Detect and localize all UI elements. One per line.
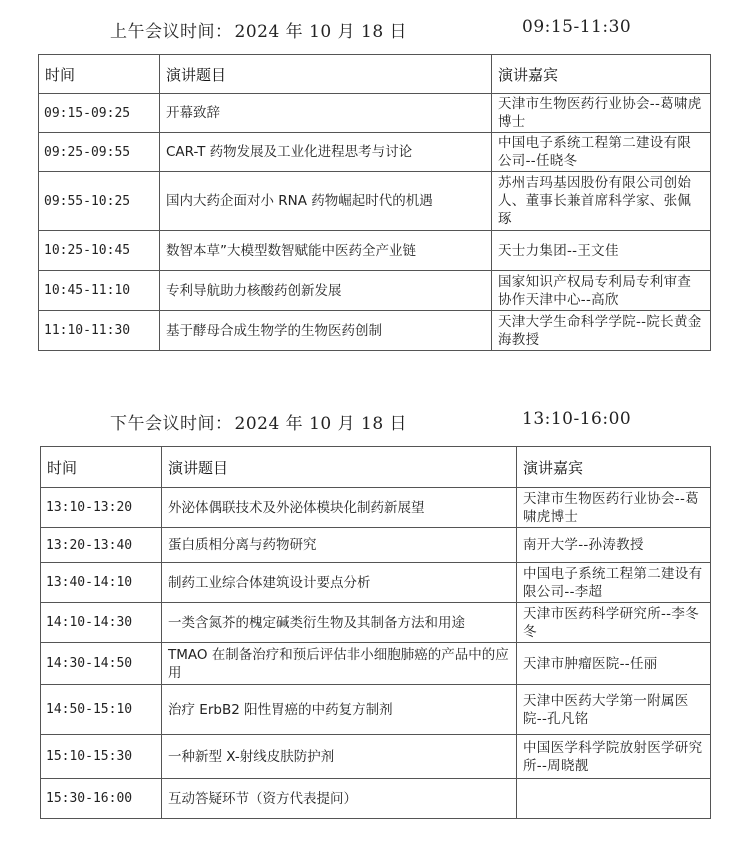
- row-time: 14:30-14:50: [41, 643, 162, 685]
- row-topic: 外泌体偶联技术及外泌体模块化制药新展望: [162, 488, 517, 528]
- row-topic: 互动答疑环节（资方代表提问）: [162, 779, 517, 819]
- morning-schedule-table: [38, 54, 711, 351]
- row-speaker: 南开大学--孙涛教授: [517, 528, 711, 563]
- row-time: 10:45-11:10: [39, 271, 160, 311]
- table-row: [41, 685, 711, 735]
- row-topic: 一种新型 X-射线皮肤防护剂: [162, 735, 517, 779]
- row-topic: 专利导航助力核酸药创新发展: [160, 271, 492, 311]
- row-speaker: 天津市生物医药行业协会--葛啸虎博士: [517, 488, 711, 528]
- row-time: 15:30-16:00: [41, 779, 162, 819]
- morning-header-label-group: [110, 17, 407, 42]
- afternoon-header-label: 下午会议时间：: [110, 414, 233, 434]
- row-topic: 国内大药企面对小 RNA 药物崛起时代的机遇: [160, 172, 492, 231]
- table-row: [39, 311, 711, 351]
- row-time: 13:20-13:40: [41, 528, 162, 563]
- table-row: [41, 603, 711, 643]
- row-speaker: 天津中医药大学第一附属医院--孔凡铭: [517, 685, 711, 735]
- table-row: [39, 271, 711, 311]
- row-topic: 治疗 ErbB2 阳性胃癌的中药复方制剂: [162, 685, 517, 735]
- row-speaker: 天津市医药科学研究所--李冬冬: [517, 603, 711, 643]
- row-speaker: 苏州吉玛基因股份有限公司创始人、董事长兼首席科学家、张佩琢: [492, 172, 711, 231]
- table-row: [41, 528, 711, 563]
- row-time: 14:50-15:10: [41, 685, 162, 735]
- afternoon-header-time: 13:10-16:00: [522, 409, 632, 429]
- table-row: [39, 231, 711, 271]
- row-topic: 数智本草”大模型数智赋能中医药全产业链: [160, 231, 492, 271]
- table-row: [41, 779, 711, 819]
- table-row: [41, 643, 711, 685]
- table-header-row: [39, 55, 711, 94]
- row-time: 14:10-14:30: [41, 603, 162, 643]
- table-row: [41, 488, 711, 528]
- afternoon-session-header: [0, 409, 750, 437]
- row-time: 15:10-15:30: [41, 735, 162, 779]
- row-time: 09:55-10:25: [39, 172, 160, 231]
- column-header-time: 时间: [39, 55, 160, 94]
- row-topic: 制药工业综合体建筑设计要点分析: [162, 563, 517, 603]
- column-header-time: 时间: [41, 447, 162, 488]
- row-topic: 开幕致辞: [160, 94, 492, 133]
- row-speaker: 中国医学科学院放射医学研究所--周晓靓: [517, 735, 711, 779]
- row-speaker: 天津市肿瘤医院--任丽: [517, 643, 711, 685]
- table-row: [41, 735, 711, 779]
- table-row: [39, 133, 711, 172]
- table-row: [39, 94, 711, 133]
- row-speaker: 国家知识产权局专利局专利审查协作天津中心--高欣: [492, 271, 711, 311]
- row-speaker: 中国电子系统工程第二建设有限公司--任晓冬: [492, 133, 711, 172]
- morning-header-label: 上午会议时间：: [110, 22, 233, 42]
- row-time: 10:25-10:45: [39, 231, 160, 271]
- table-row: [41, 563, 711, 603]
- column-header-speaker: 演讲嘉宾: [492, 55, 711, 94]
- row-topic: TMAO 在制备治疗和预后评估非小细胞肺癌的产品中的应用: [162, 643, 517, 685]
- morning-session-header: [0, 17, 750, 45]
- column-header-topic: 演讲题目: [162, 447, 517, 488]
- row-time: 13:10-13:20: [41, 488, 162, 528]
- row-topic: 基于酵母合成生物学的生物医药创制: [160, 311, 492, 351]
- row-speaker: 天津大学生命科学学院--院长黄金海教授: [492, 311, 711, 351]
- afternoon-schedule-table: [40, 446, 711, 819]
- column-header-speaker: 演讲嘉宾: [517, 447, 711, 488]
- morning-header-time: 09:15-11:30: [522, 17, 632, 37]
- morning-header-date: 2024 年 10 月 18 日: [234, 22, 408, 42]
- row-time: 13:40-14:10: [41, 563, 162, 603]
- row-speaker: 天士力集团--王文佳: [492, 231, 711, 271]
- column-header-topic: 演讲题目: [160, 55, 492, 94]
- row-speaker: 中国电子系统工程第二建设有限公司--李超: [517, 563, 711, 603]
- row-topic: 蛋白质相分离与药物研究: [162, 528, 517, 563]
- row-time: 11:10-11:30: [39, 311, 160, 351]
- afternoon-header-date: 2024 年 10 月 18 日: [234, 414, 408, 434]
- row-topic: CAR-T 药物发展及工业化进程思考与讨论: [160, 133, 492, 172]
- table-row: [39, 172, 711, 231]
- row-topic: 一类含氮芥的槐定碱类衍生物及其制备方法和用途: [162, 603, 517, 643]
- row-time: 09:15-09:25: [39, 94, 160, 133]
- row-speaker: [517, 779, 711, 819]
- afternoon-header-label-group: [110, 409, 407, 434]
- row-speaker: 天津市生物医药行业协会--葛啸虎博士: [492, 94, 711, 133]
- row-time: 09:25-09:55: [39, 133, 160, 172]
- table-header-row: [41, 447, 711, 488]
